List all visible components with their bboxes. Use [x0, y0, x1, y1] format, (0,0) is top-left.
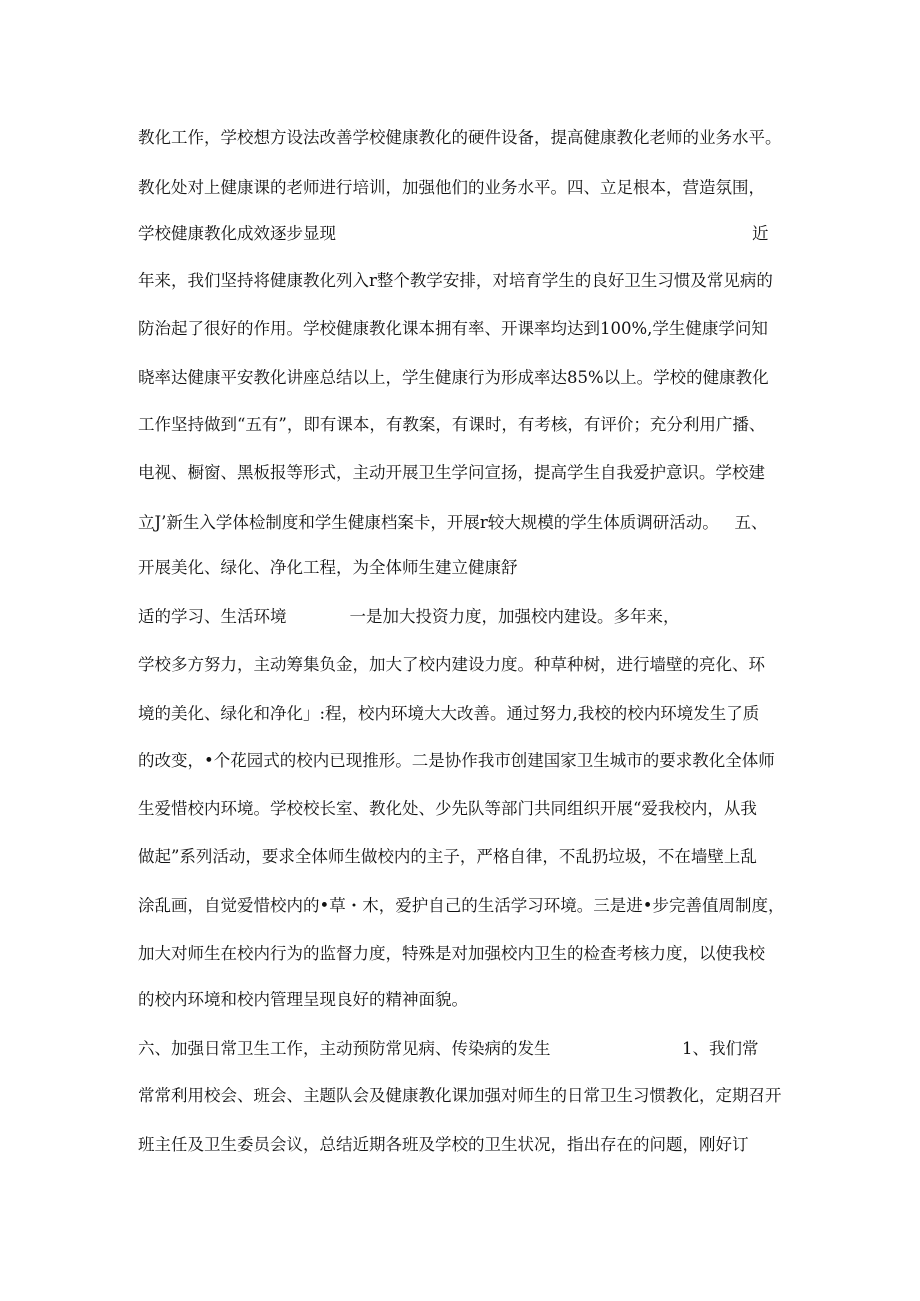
body-text-line: 的改变，•个花园式的校内已现推形。二是协作我市创建国家卫生城市的要求教化全体师 [138, 751, 775, 770]
body-text-fragment: 1、我们常 [682, 1039, 759, 1058]
body-text-line: 加大对师生在校内行为的监督力度，特殊是对加强校内卫生的检查考核力度，以使我校 [138, 944, 765, 963]
body-text-fragment: 近 [752, 224, 769, 243]
body-text-line: 生爱惜校内环境。学校校长室、教化处、少先队等部门共同组织开展“爱我校内，从我 [138, 799, 757, 818]
section-heading-line: 六、加强日常卫生工作，主动预防常见病、传染病的发生 [138, 1039, 551, 1058]
body-text-line: 做起”系列活动，要求全体师生做校内的主子，严格自律，不乱扔垃圾，不在墙壁上乱 [138, 847, 757, 866]
body-text-line: 电视、橱窗、黑板报等形式，主动开展卫生学问宣扬，提高学生自我爱护意识。学校建 [138, 463, 765, 482]
body-text-line: 的校内环境和校内管理呈现良好的精神面貌。 [138, 990, 468, 1009]
body-text-line: 常常利用校会、班会、主题队会及健康教化课加强对师生的日常卫生习惯教化，定期召开 [138, 1086, 782, 1105]
body-text-line: 涂乱画，自觉爱惜校内的•草・木，爱护自己的生活学习环境。三是进•步完善值周制度， [138, 896, 785, 915]
section-heading-line: 开展美化、绿化、净化工程，为全体师生建立健康舒 [138, 558, 518, 577]
body-text-line: 学校多方努力，主动筹集负金，加大了校内建设力度。种草种树，进行墙壁的亮化、环 [138, 655, 765, 674]
body-text-line: 适的学习、生活环境 一是加大投资力度，加强校内建设。多年来， [138, 607, 680, 626]
body-text-line: 晓率达健康平安教化讲座总结以上，学生健康行为形成率达85%以上。学校的健康教化 [138, 368, 769, 387]
body-text-line: 境的美化、绿化和净化」:程，校内环境大大改善。通过努力,我校的校内环境发生了质 [138, 704, 760, 723]
body-text-line: 教化处对上健康课的老师进行培训，加强他们的业务水平。四、立足根本，营造氛围， [138, 178, 765, 197]
body-text-line: 防治起了很好的作用。学校健康教化课本拥有率、开课率均达到100%,学生健康学问知 [138, 319, 768, 338]
body-text-line: 教化工作，学校想方设法改善学校健康教化的硬件设备，提高健康教化老师的业务水平。 [138, 128, 782, 147]
section-heading-line: 学校健康教化成效逐步显现 [138, 224, 336, 243]
body-text-line: 班主任及卫生委员会议，总结近期各班及学校的卫生状况，指出存在的问题，刚好订 [138, 1135, 749, 1154]
body-text-line: 工作坚持做到“五有”，即有课本，有教案，有课时，有考核，有评价；充分利用广播、 [138, 415, 766, 434]
body-text-line: 年来，我们坚持将健康教化列入r整个教学安排，对培育学生的良好卫生习惯及常见病的 [138, 271, 773, 290]
body-text-line: 立J’新生入学体检制度和学生健康档案卡，开展r较大规模的学生体质调研活动。 五、 [138, 513, 768, 532]
